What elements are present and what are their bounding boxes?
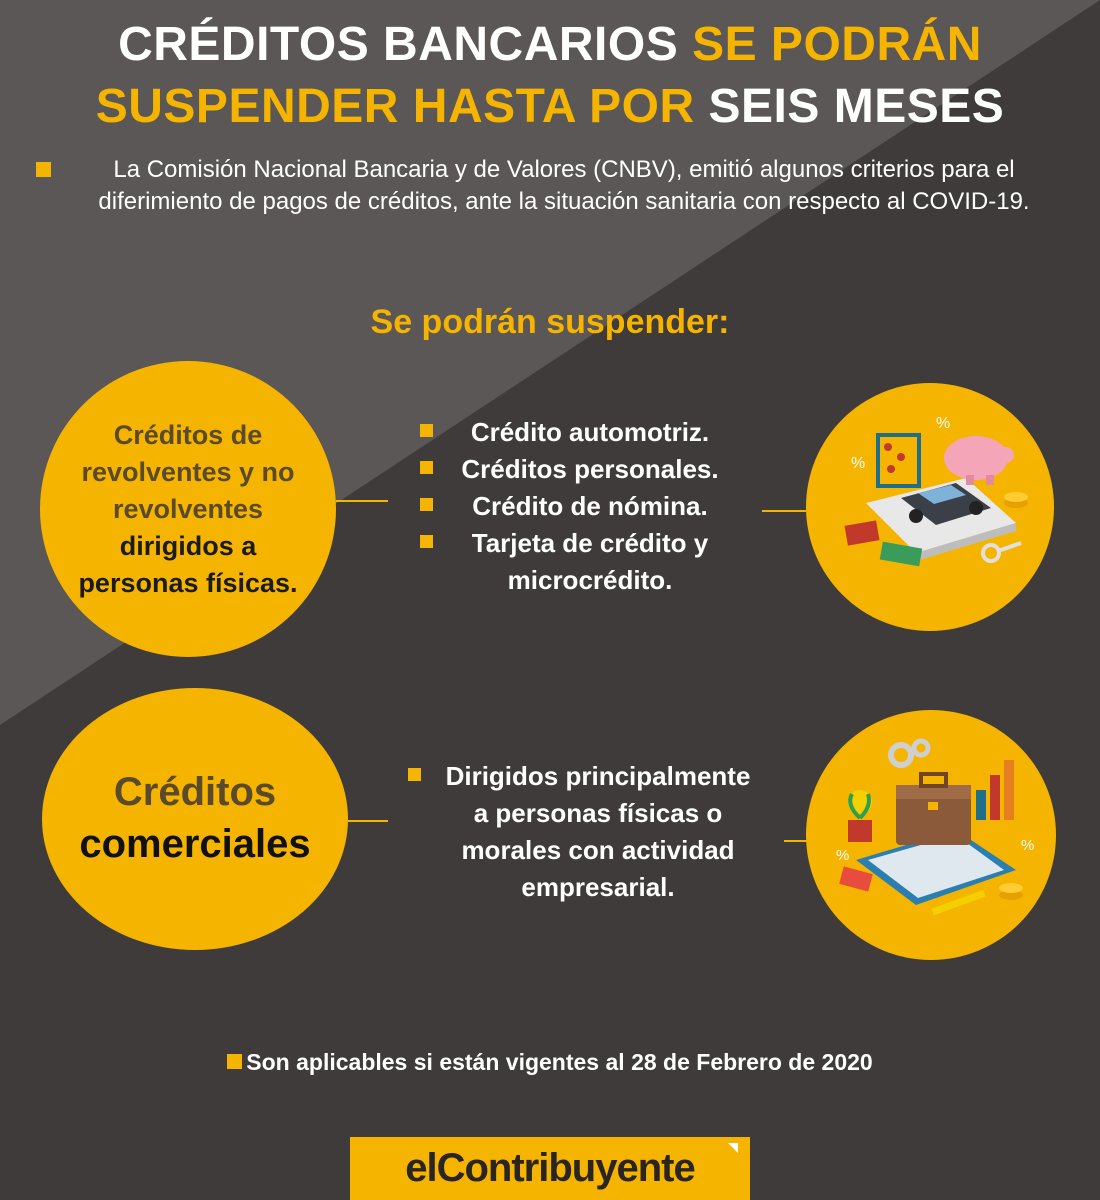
section-subtitle: Se podrán suspender: xyxy=(370,303,730,341)
car-finance-illustration-icon xyxy=(806,383,1054,631)
credit-types-list xyxy=(420,414,760,599)
list-item: Dirigidos principalmente xyxy=(408,758,788,795)
list-item: Créditos personales. xyxy=(420,451,760,488)
connector-line xyxy=(784,840,808,842)
list-item: Crédito automotriz. xyxy=(420,414,760,451)
brand-logo: elContribuyente xyxy=(350,1137,750,1200)
logo-corner-icon xyxy=(728,1143,738,1153)
svg-text:%: % xyxy=(851,455,866,472)
footer-note: Son aplicables si están vigentes al 28 de Febrero de 2020 xyxy=(0,1046,1100,1078)
revolving-credits-circle: Créditos de revolventes y no revolventes dirigidos a personas físicas. xyxy=(40,361,336,657)
bullet-square-icon xyxy=(420,498,433,511)
bullet-square-icon xyxy=(408,768,421,781)
connector-line xyxy=(348,820,388,822)
intro-text: La Comisión Nacional Bancaria y de Valores (CNBV), emitió algunos criterios para el diferimiento de pagos de créditos, ante la situación sanitaria con respecto al COVID-19. xyxy=(98,156,1030,215)
description-line: a personas físicas o xyxy=(473,798,723,828)
list-item: Crédito de nómina. xyxy=(420,488,760,525)
connector-line xyxy=(336,500,388,502)
business-briefcase-illustration-icon xyxy=(806,710,1056,960)
bullet-square-icon xyxy=(420,461,433,474)
intro-paragraph xyxy=(36,154,1066,218)
list-item: Tarjeta de crédito y xyxy=(420,525,760,562)
description-line: morales con actividad xyxy=(461,835,735,865)
bullet-square-icon xyxy=(420,424,433,437)
commercial-credit-description xyxy=(408,758,788,906)
svg-text:%: % xyxy=(1021,837,1035,854)
connector-line xyxy=(762,510,806,512)
bullet-square-icon xyxy=(420,535,433,548)
svg-text:%: % xyxy=(836,847,850,864)
commercial-credits-circle: Créditos comerciales xyxy=(42,688,348,950)
description-line: empresarial. xyxy=(521,872,675,902)
list-item-continued: microcrédito. xyxy=(507,565,673,595)
svg-text:%: % xyxy=(936,415,951,432)
page-title: CRÉDITOS BANCARIOS SE PODRÁN SUSPENDER HASTA POR SEIS MESES xyxy=(95,18,1005,133)
bullet-square-icon xyxy=(36,162,51,177)
bullet-square-icon xyxy=(227,1054,242,1069)
